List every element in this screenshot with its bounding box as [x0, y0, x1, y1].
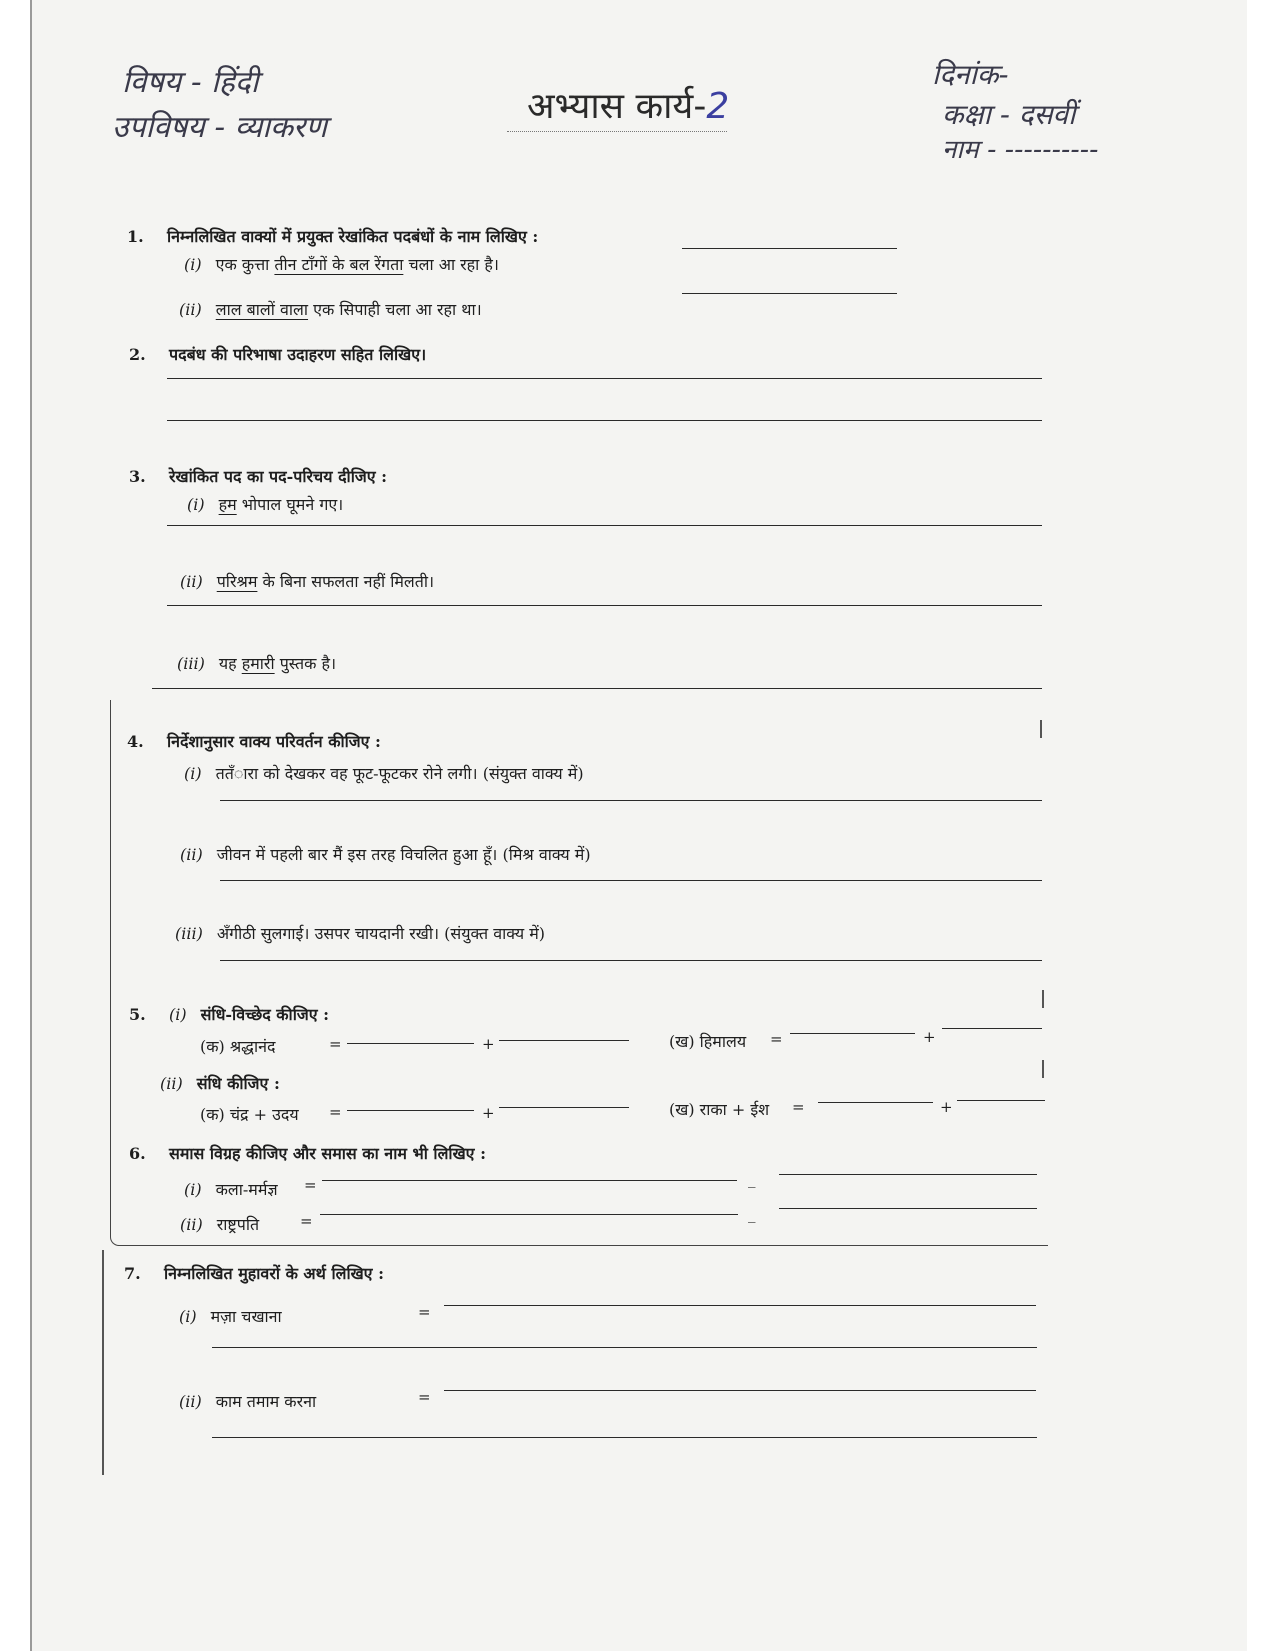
worksheet-page — [30, 0, 1247, 1651]
question-4-item-ii — [180, 843, 591, 865]
item-number: (ii) — [180, 845, 203, 864]
item-text: काम तमाम करना — [215, 1392, 317, 1411]
item-number: (i) — [184, 764, 202, 783]
item-text: अँगीठी सुलगाई। उसपर चायदानी रखी। (संयुक्त वाक्य में) — [216, 924, 546, 943]
answer-line[interactable] — [347, 1043, 474, 1044]
question-4-text: निर्देशानुसार वाक्य परिवर्तन कीजिए : — [167, 732, 381, 751]
subject-label: विषय - हिंदी — [122, 65, 259, 100]
item-text: राष्ट्रपति — [216, 1215, 260, 1234]
question-2-number: 2. — [129, 345, 146, 364]
plus-sign: + — [940, 1098, 953, 1116]
question-3-item-i — [187, 493, 343, 515]
question-3-item-iii — [177, 652, 336, 674]
equals-sign: = — [304, 1176, 317, 1194]
question-1-number: 1. — [127, 227, 144, 246]
name-dashes: ---------- — [1004, 135, 1099, 165]
equals-sign: = — [300, 1212, 313, 1230]
question-4-item-iii — [175, 922, 545, 944]
title-number: 2 — [706, 86, 730, 127]
margin-bracket — [110, 700, 119, 1246]
item-text: एक कुत्ता — [215, 255, 270, 274]
item-text: कला-मर्मज्ञ — [215, 1180, 278, 1199]
underlined-phrase: तीन टाँगों के बल रेंगता — [274, 255, 404, 274]
question-1-item-ii — [179, 298, 482, 320]
answer-line[interactable] — [499, 1040, 629, 1041]
answer-line[interactable] — [220, 800, 1042, 801]
sandhi-a: (क) चंद्र + उदय — [200, 1105, 299, 1124]
question-5-number: 5. — [129, 1005, 146, 1024]
question-3-number: 3. — [129, 467, 146, 486]
question-3-text: रेखांकित पद का पद-परिचय दीजिए : — [169, 467, 388, 486]
item-number: (iii) — [175, 924, 203, 943]
answer-line[interactable] — [167, 525, 1042, 526]
question-6-number: 6. — [129, 1144, 146, 1163]
question-6-text: समास विग्रह कीजिए और समास का नाम भी लिखिए : — [169, 1144, 486, 1163]
item-number: (i) — [184, 1180, 202, 1199]
question-4 — [127, 730, 381, 752]
item-number: (ii) — [180, 1215, 203, 1234]
item-number: (i) — [179, 1307, 197, 1326]
answer-line[interactable] — [212, 1437, 1037, 1438]
answer-line[interactable] — [167, 378, 1042, 379]
answer-line[interactable] — [320, 1214, 738, 1215]
name-label-text: नाम - — [942, 135, 997, 165]
equals-sign: = — [418, 1303, 431, 1321]
item-number: (ii) — [179, 1392, 202, 1411]
item-text: जीवन में पहली बार मैं इस तरह विचलित हुआ हूँ। (मिश्र वाक्य में) — [216, 845, 591, 864]
item-number: (ii) — [179, 300, 202, 319]
answer-line[interactable] — [347, 1110, 474, 1111]
question-1-item-i — [184, 253, 499, 275]
dash-sign: _ — [748, 1170, 756, 1188]
equals-sign: = — [329, 1103, 342, 1121]
scan-mark — [1040, 720, 1042, 738]
title-underline — [507, 131, 727, 132]
question-6 — [129, 1142, 486, 1164]
item-number: (iii) — [177, 654, 205, 673]
answer-line[interactable] — [682, 248, 897, 249]
scan-mark — [1042, 1060, 1044, 1078]
scan-mark — [1042, 990, 1044, 1008]
answer-line[interactable] — [942, 1028, 1042, 1029]
subtopic-label: उपविषय - व्याकरण — [112, 110, 327, 145]
answer-line[interactable] — [779, 1174, 1037, 1175]
question-5-part-ii-text: संधि कीजिए : — [196, 1074, 280, 1093]
question-5 — [129, 1003, 329, 1025]
question-1-text: निम्नलिखित वाक्यों में प्रयुक्त रेखांकित पदबंधों के नाम लिखिए : — [167, 227, 539, 246]
item-text: के बिना सफलता नहीं मिलती। — [262, 572, 435, 591]
answer-line[interactable] — [322, 1180, 737, 1181]
item-text: मज़ा चखाना — [210, 1307, 282, 1326]
question-7-item-ii — [179, 1390, 316, 1412]
underlined-phrase: लाल बालों वाला — [215, 300, 309, 319]
title-text: अभ्यास कार्य- — [527, 86, 707, 127]
equals-sign: = — [418, 1388, 431, 1406]
answer-line[interactable] — [152, 688, 1042, 689]
question-3-item-ii — [180, 570, 434, 592]
name-label — [942, 130, 1098, 166]
answer-line[interactable] — [444, 1390, 1036, 1391]
question-5-part-ii — [160, 1072, 280, 1094]
class-label: कक्षा - दसवीं — [942, 98, 1076, 131]
sandhi-b: (ख) राका + ईश — [669, 1100, 770, 1119]
item-text: ततँारा को देखकर वह फूट-फूटकर रोने लगी। (संयुक्त वाक्य में) — [215, 764, 584, 783]
item-text: पुस्तक है। — [279, 654, 337, 673]
item-text: चला आ रहा है। — [408, 255, 499, 274]
date-label: दिनांक- — [932, 58, 1009, 91]
question-2 — [129, 343, 426, 365]
question-3 — [129, 465, 387, 487]
answer-line[interactable] — [779, 1208, 1037, 1209]
item-number: (i) — [184, 255, 202, 274]
question-5-part-i-text: संधि-विच्छेद कीजिए : — [200, 1005, 330, 1024]
item-number: (ii) — [180, 572, 203, 591]
answer-line[interactable] — [167, 605, 1042, 606]
question-1 — [127, 225, 538, 247]
answer-line[interactable] — [818, 1102, 933, 1103]
answer-line[interactable] — [212, 1347, 1037, 1348]
item-text: भोपाल घूमने गए। — [241, 495, 344, 514]
answer-line[interactable] — [957, 1100, 1045, 1101]
equals-sign: = — [770, 1030, 783, 1048]
answer-line[interactable] — [499, 1107, 629, 1108]
answer-line[interactable] — [682, 293, 897, 294]
question-6-item-i — [184, 1178, 278, 1200]
question-7-text: निम्नलिखित मुहावरों के अर्थ लिखिए : — [164, 1264, 384, 1283]
plus-sign: + — [923, 1028, 936, 1046]
answer-line[interactable] — [220, 960, 1042, 961]
answer-line[interactable] — [167, 420, 1042, 421]
equals-sign: = — [792, 1098, 805, 1116]
bracket-bottom-line — [118, 1245, 1048, 1246]
answer-line[interactable] — [790, 1033, 915, 1034]
item-number: (i) — [187, 495, 205, 514]
answer-line[interactable] — [220, 880, 1042, 881]
item-text: एक सिपाही चला आ रहा था। — [313, 300, 482, 319]
question-7-item-i — [179, 1305, 282, 1327]
page-title — [527, 80, 729, 129]
item-number: (i) — [169, 1005, 187, 1024]
item-number: (ii) — [160, 1074, 183, 1093]
equals-sign: = — [329, 1035, 342, 1053]
question-4-number: 4. — [127, 732, 144, 751]
question-7 — [124, 1262, 384, 1284]
plus-sign: + — [482, 1035, 495, 1053]
plus-sign: + — [482, 1104, 495, 1122]
question-6-item-ii — [180, 1213, 259, 1235]
sandhi-viched-a: (क) श्रद्धानंद — [200, 1037, 276, 1056]
item-text: यह — [218, 654, 237, 673]
underlined-word: हम — [218, 495, 237, 514]
question-4-item-i — [184, 762, 584, 784]
question-2-text: पदबंध की परिभाषा उदाहरण सहित लिखिए। — [169, 345, 427, 364]
answer-line[interactable] — [444, 1305, 1036, 1306]
underlined-word: परिश्रम — [216, 572, 258, 591]
margin-line — [102, 1250, 104, 1475]
question-7-number: 7. — [124, 1264, 141, 1283]
dash-sign: _ — [748, 1205, 756, 1223]
underlined-word: हमारी — [241, 654, 275, 673]
sandhi-viched-b: (ख) हिमालय — [669, 1032, 747, 1051]
